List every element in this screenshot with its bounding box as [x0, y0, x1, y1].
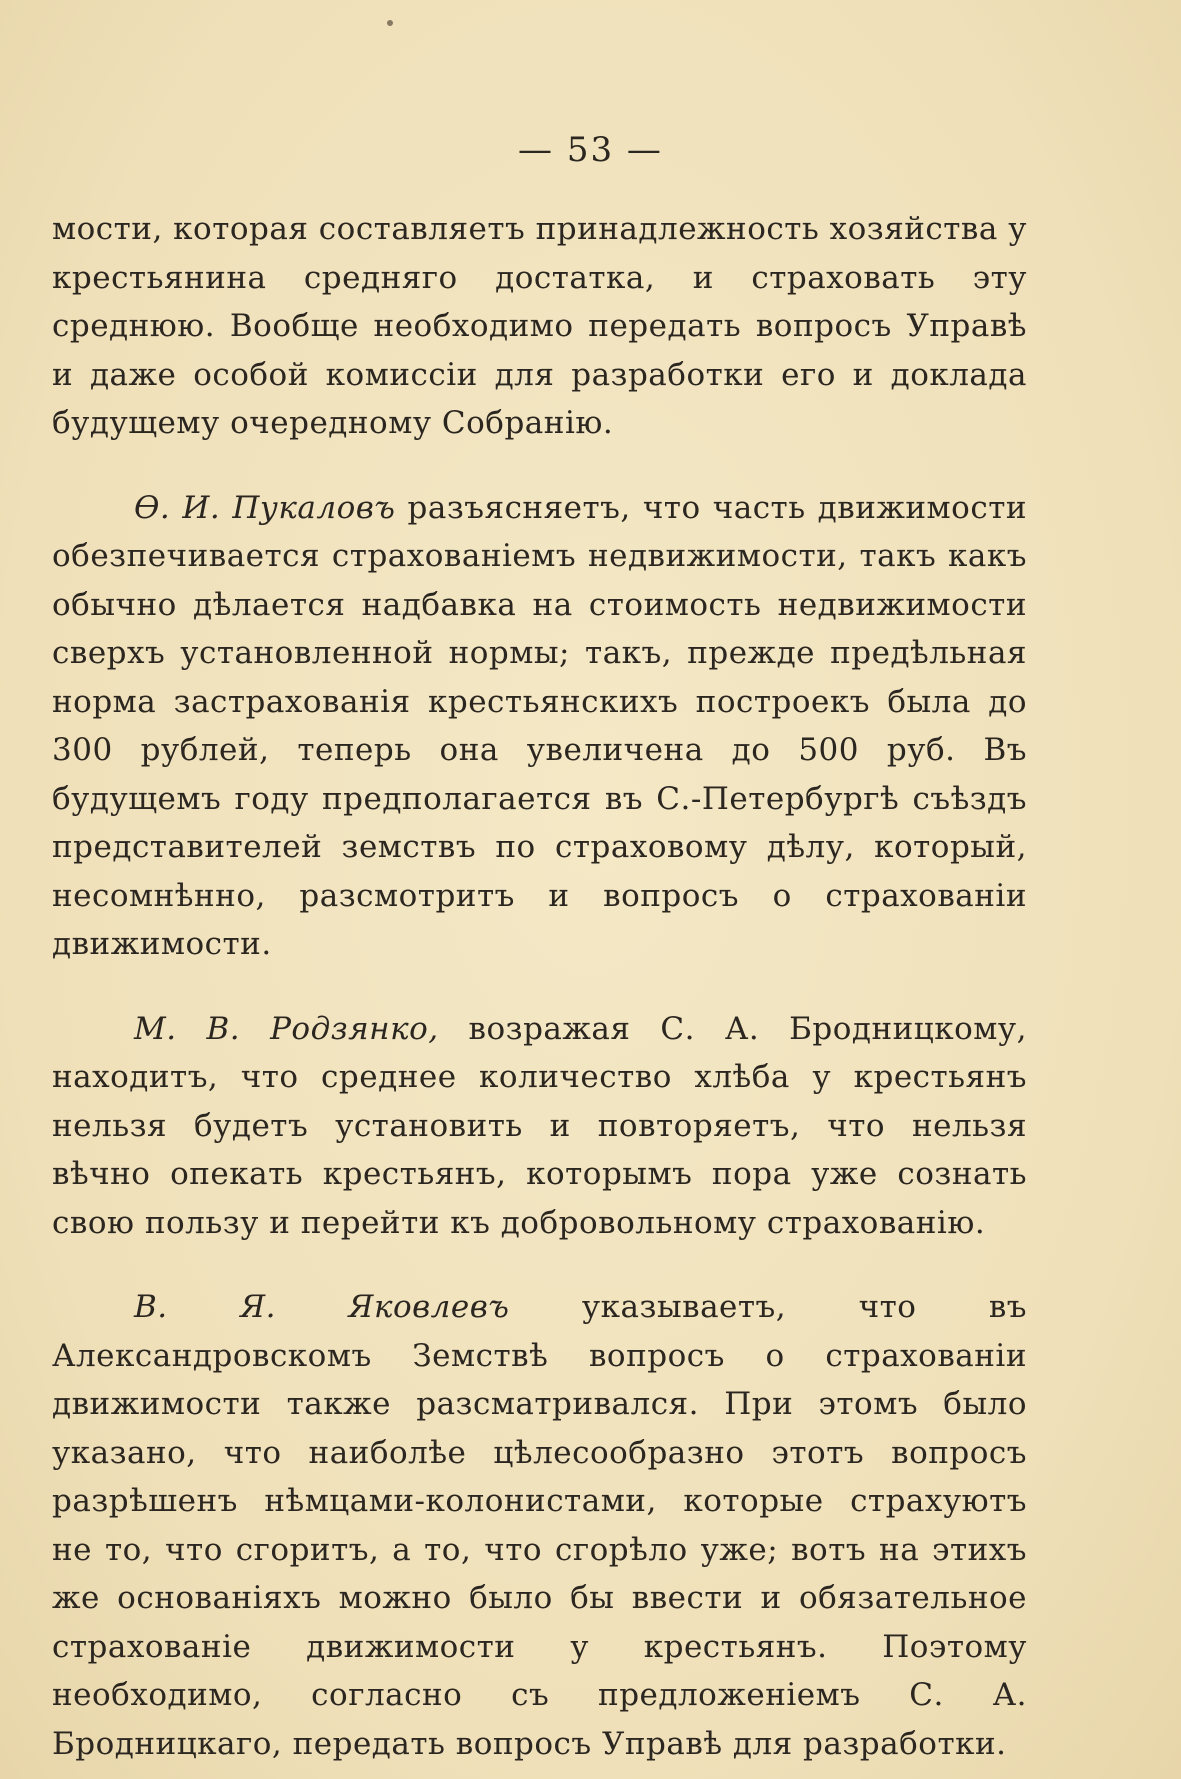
paragraph-text: указываетъ, что въ Александровскомъ Земствѣ вопросъ о страхованіи движимости также разсматривался. При этомъ было указано, что наиболѣе цѣлесообразно этотъ вопросъ разрѣшенъ нѣмцами-колонистами, которые страхуютъ не то, что сгоритъ, а то, что сгорѣло уже; вотъ на этихъ же основаніяхъ можно было бы ввести и обязательное страхованіе движимости у крестьянъ. Поэтому необходимо, согласно съ предложеніемъ С. А. Бродницкаго, передать вопросъ Управѣ для разработки. — [52, 1289, 1028, 1762]
paragraph-text: мости, которая составляетъ принадлежность хозяйства у крестьянина средняго достатка, и страховать эту среднюю. Вообще необходимо передать вопросъ Управѣ и даже особой комиссіи для разработки его и доклада будущему очередному Собранію. — [52, 211, 1027, 441]
ink-dot — [387, 20, 393, 26]
paragraph-text: возражая С. А. Бродницкому, находитъ, что среднее количество хлѣба у крестьянъ нельзя будетъ установить и повторяетъ, что нельзя вѣчно опекать крестьянъ, которымъ пора уже сознать свою пользу и перейти къ добровольному страхованію. — [52, 1010, 1027, 1241]
body-text — [52, 205, 1027, 1768]
paragraph-text: разъясняетъ, что часть движимости обезпечивается страхованіемъ недвижимости, такъ какъ обычно дѣлается надбавка на стоимость недвижимости сверхъ установленной нормы; такъ, прежде предѣльная норма застрахованія крестьянскихъ построекъ была до 300 рублей, теперь она увеличена до 500 руб. Въ будущемъ году предполагается въ С.-Петербургѣ съѣздъ представителей земствъ по страховому дѣлу, который, несомнѣнно, разсмотритъ и вопросъ о страхованіи движимости. — [52, 489, 1028, 962]
paragraph-rodzyanko — [52, 1005, 1027, 1248]
speaker-name: Ѳ. И. Пукаловъ — [134, 489, 396, 526]
paragraph-yakovlev — [52, 1283, 1027, 1768]
paragraph-pukalov — [52, 484, 1027, 969]
speaker-name: В. Я. Яковлевъ — [134, 1289, 510, 1325]
paragraph-continuation — [52, 205, 1027, 448]
page-number: — 53 — — [518, 130, 663, 170]
speaker-name: М. В. Родзянко, — [134, 1010, 439, 1047]
